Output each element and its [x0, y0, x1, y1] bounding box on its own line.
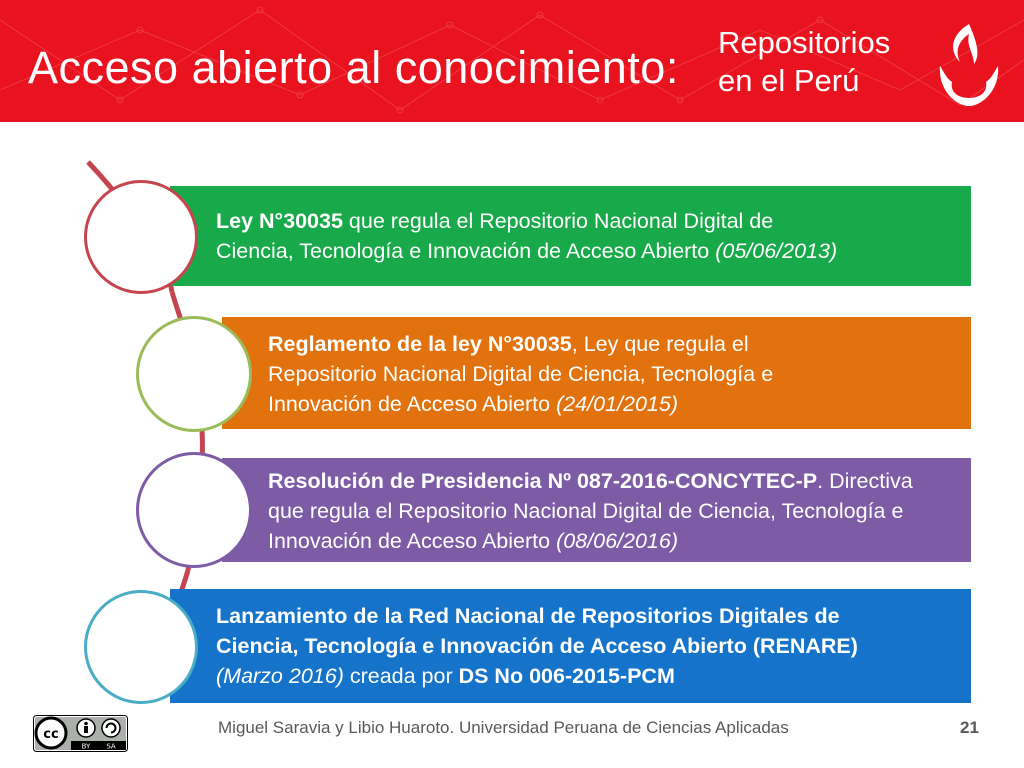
slide-header — [0, 0, 1024, 122]
slide-subtitle — [718, 24, 890, 100]
cc-sa-label: SA — [106, 742, 116, 751]
date-label: (05/06/2013) — [715, 239, 838, 263]
date-label: (24/01/2015) — [556, 392, 678, 416]
cc-by-label: BY — [81, 742, 91, 751]
timeline-item-resolucion — [222, 458, 971, 562]
cc-by-sa-icon — [33, 715, 128, 752]
timeline-item-text: Resolución de Presidencia Nº 087-2016-CONCYTEC-P. Directiva que regula el Repositorio Nacional Digital de Ciencia, Tecnología e Innovación de Acceso Abierto (08/06/2016) — [268, 469, 913, 553]
timeline-item-renare — [170, 589, 971, 703]
timeline-circle-1 — [84, 180, 198, 294]
timeline-item-text: Reglamento de la ley N°30035, Ley que regula el Repositorio Nacional Digital de Ciencia, Tecnología e Innovación de Acceso Abierto (24/01/2015) — [268, 332, 774, 416]
slide-title: Acceso abierto al conocimiento: — [28, 42, 679, 93]
footer-credits: Miguel Saravia y Libio Huaroto. Universidad Peruana de Ciencias Aplicadas — [218, 718, 789, 737]
decree-name: DS No 006-2015-PCM — [458, 664, 675, 688]
law-name: Ley N°30035 — [216, 209, 343, 233]
timeline-circle-2 — [136, 316, 252, 432]
law-name: Lanzamiento de la Red Nacional de Repositorios Digitales de — [216, 604, 840, 628]
subtitle-line-2: en el Perú — [718, 63, 860, 98]
page-number: 21 — [960, 718, 979, 737]
svg-text:cc: cc — [43, 727, 59, 742]
date-label: (08/06/2016) — [556, 529, 678, 553]
timeline-item-ley-30035 — [170, 186, 971, 286]
date-label: (Marzo 2016) — [216, 664, 344, 688]
law-name: Resolución de Presidencia Nº 087-2016-CONCYTEC-P — [268, 469, 818, 493]
subtitle-line-1: Repositorios — [718, 25, 891, 60]
law-name: Reglamento de la ley N°30035 — [268, 332, 572, 356]
timeline-item-text: Ley N°30035 que regula el Repositorio Nacional Digital de Ciencia, Tecnología e Innovación de Acceso Abierto (05/06/2013) — [216, 209, 838, 263]
timeline-item-text: Lanzamiento de la Red Nacional de Repositorios Digitales de Ciencia, Tecnología e Innovación de Acceso Abierto (RENARE) (Marzo 2016) creada por DS No 006-2015-PCM — [216, 604, 858, 688]
timeline-circle-3 — [136, 452, 252, 568]
timeline-circle-4 — [84, 590, 198, 704]
timeline-item-reglamento — [222, 317, 971, 429]
upc-flame-logo-icon — [930, 20, 1008, 108]
